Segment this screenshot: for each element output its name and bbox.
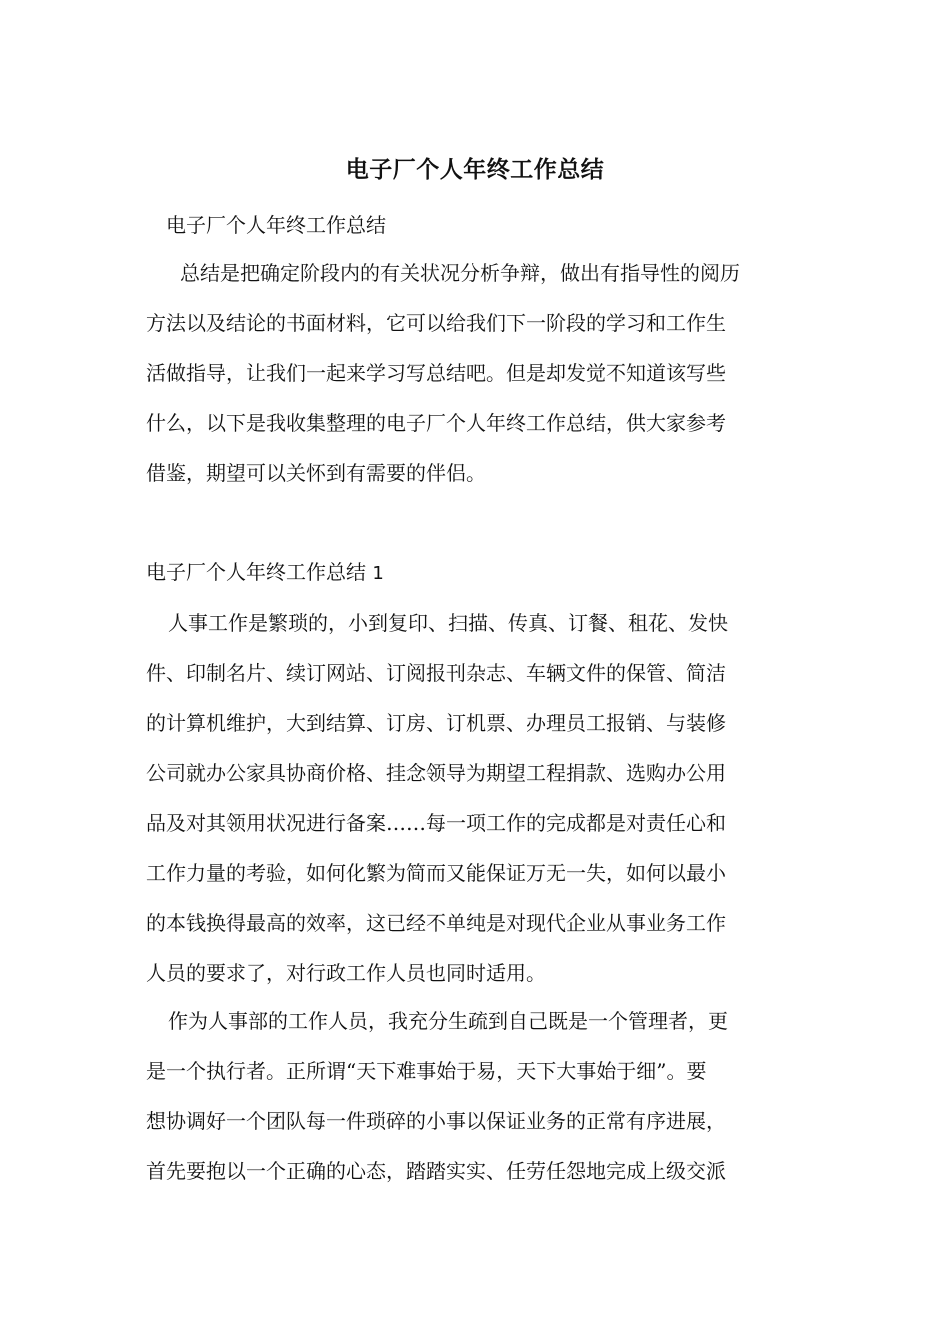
paragraph-line: 件、印制名片、续订网站、订阅报刊杂志、车辆文件的保管、简洁	[146, 661, 726, 685]
paragraph-line: 公司就办公家具协商价格、挂念领导为期望工程捐款、选购办公用	[146, 761, 726, 785]
document-title: 电子厂个人年终工作总结	[345, 156, 605, 183]
paragraph-line: 工作力量的考验，如何化繁为简而又能保证万无一失，如何以最小	[146, 861, 726, 885]
paragraph-line: 的计算机维护，大到结算、订房、订机票、办理员工报销、与装修	[146, 711, 726, 735]
paragraph-line: 的本钱换得最高的效率，这已经不单纯是对现代企业从事业务工作	[146, 911, 726, 935]
intro-line: 活做指导，让我们一起来学习写总结吧。但是却发觉不知道该写些	[146, 361, 726, 385]
paragraph-line: 是一个执行者。正所谓“天下难事始于易，天下大事始于细”。要	[146, 1059, 707, 1083]
paragraph-line: 想协调好一个团队每一件琐碎的小事以保证业务的正常有序进展，	[146, 1109, 726, 1133]
paragraph-line: 作为人事部的工作人员，我充分生疏到自己既是一个管理者，更	[168, 1009, 728, 1033]
paragraph-line: 首先要抱以一个正确的心态，踏踏实实、任劳任怨地完成上级交派	[146, 1159, 726, 1183]
paragraph-line: 人员的要求了，对行政工作人员也同时适用。	[146, 961, 546, 985]
intro-line: 借鉴，期望可以关怀到有需要的伴侣。	[146, 461, 486, 485]
paragraph-line: 品及对其领用状况进行备案……每一项工作的完成都是对责任心和	[146, 811, 726, 835]
intro-line: 总结是把确定阶段内的有关状况分析争辩，做出有指导性的阅历	[180, 261, 740, 285]
intro-line: 什么，以下是我收集整理的电子厂个人年终工作总结，供大家参考	[146, 411, 726, 435]
intro-line: 方法以及结论的书面材料，它可以给我们下一阶段的学习和工作生	[146, 311, 726, 335]
section-heading-number: 1	[372, 563, 384, 584]
paragraph-2	[146, 996, 806, 1196]
section-heading-text: 电子厂个人年终工作总结	[146, 560, 366, 584]
section-heading	[146, 555, 384, 591]
paragraph-1	[146, 598, 806, 998]
paragraph-line: 人事工作是繁琐的，小到复印、扫描、传真、订餐、租花、发快	[168, 611, 728, 635]
document-subtitle: 电子厂个人年终工作总结	[166, 213, 386, 237]
intro-paragraph	[146, 248, 806, 498]
